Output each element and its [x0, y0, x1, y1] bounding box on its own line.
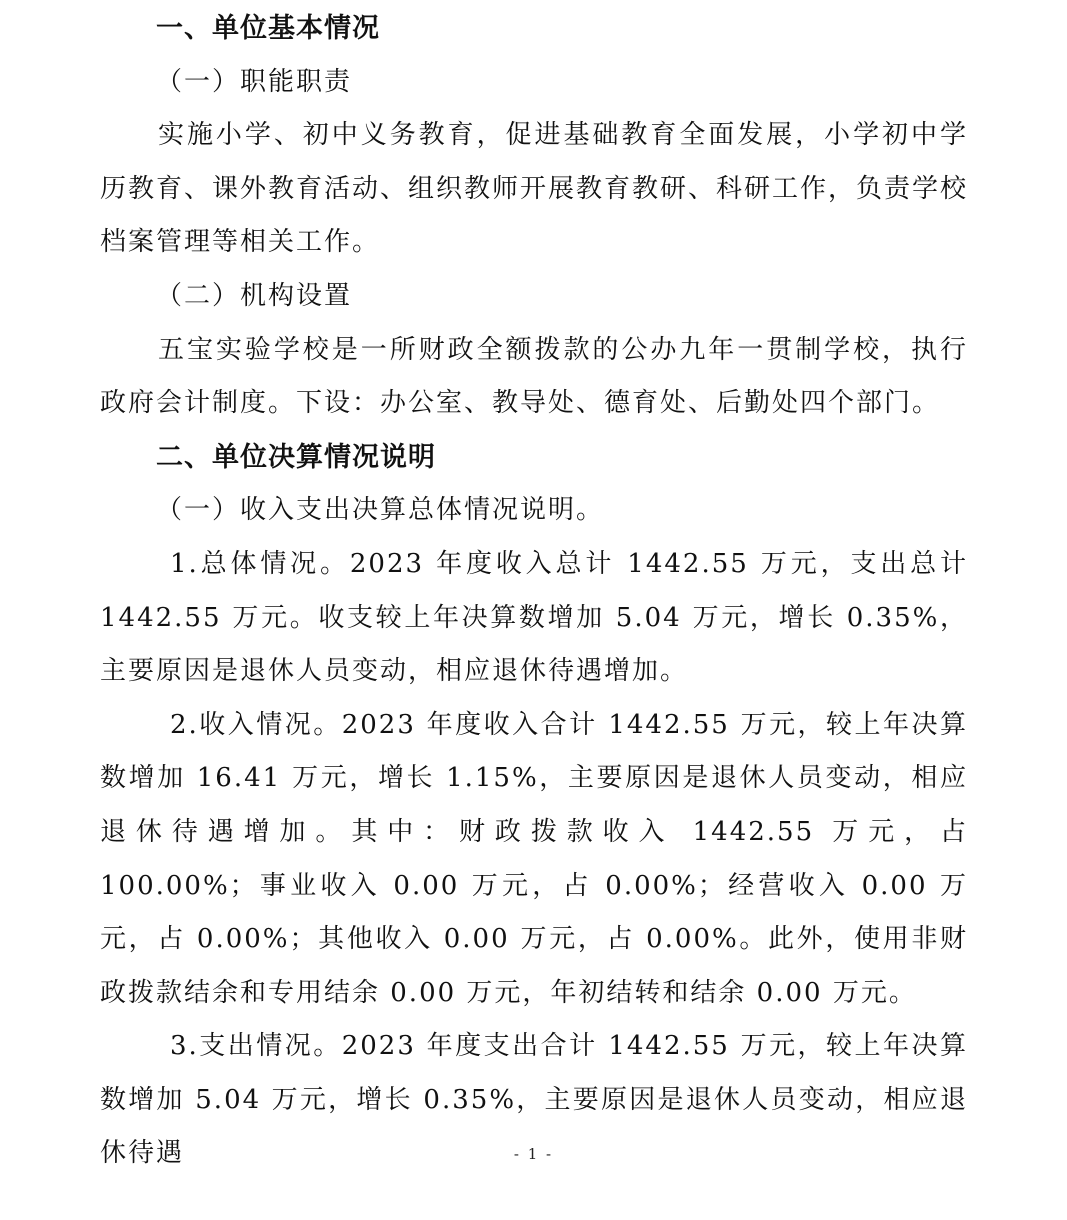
section-2-heading: 二、单位决算情况说明: [156, 441, 436, 473]
section-2-1-heading: （一）收入支出决算总体情况说明。: [156, 495, 605, 526]
duties-paragraph: 实施小学、初中义务教育，促进基础教育全面发展，小学初中学历教育、课外教育活动、组织教师开展教育教研、科研工作，负责学校档案管理等相关工作。: [100, 120, 969, 258]
income-paragraph: 2.收入情况。2023 年度收入合计 1442.55 万元，较上年决算数增加 16.41 万元，增长 1.15%，主要原因是退休人员变动，相应退休待遇增加。其中：财政拨款收入 1442.55 万元，占 100.00%；事业收入 0.00 万元，占 0.00%；经营收入 0.00 万元，占 0.00%；其他收入 0.00 万元，占 0.00%。此外，使用非财政拨款结余和专用结余 0.00 万元，年初结转和结余 0.00 万元。: [100, 709, 968, 1008]
overall-paragraph: 1.总体情况。2023 年度收入总计 1442.55 万元，支出总计 1442.55 万元。收支较上年决算数增加 5.04 万元，增长 0.35%，主要原因是退休人员变动，相应退休待遇增加。: [100, 548, 968, 687]
section-1-1-heading: （一）职能职责: [156, 66, 353, 97]
organization-paragraph: 五宝实验学校是一所财政全额拨款的公办九年一贯制学校，执行政府会计制度。下设：办公室、教导处、德育处、后勤处四个部门。: [100, 334, 968, 419]
section-1-heading: 一、单位基本情况: [156, 13, 380, 44]
document-body: [100, 2, 968, 1181]
expenditure-paragraph: 3.支出情况。2023 年度支出合计 1442.55 万元，较上年决算数增加 5.04 万元，增长 0.35%，主要原因是退休人员变动，相应退休待遇: [100, 1031, 968, 1169]
page-number: - 1 -: [513, 1145, 554, 1163]
section-1-2-heading: （二）机构设置: [156, 280, 353, 311]
